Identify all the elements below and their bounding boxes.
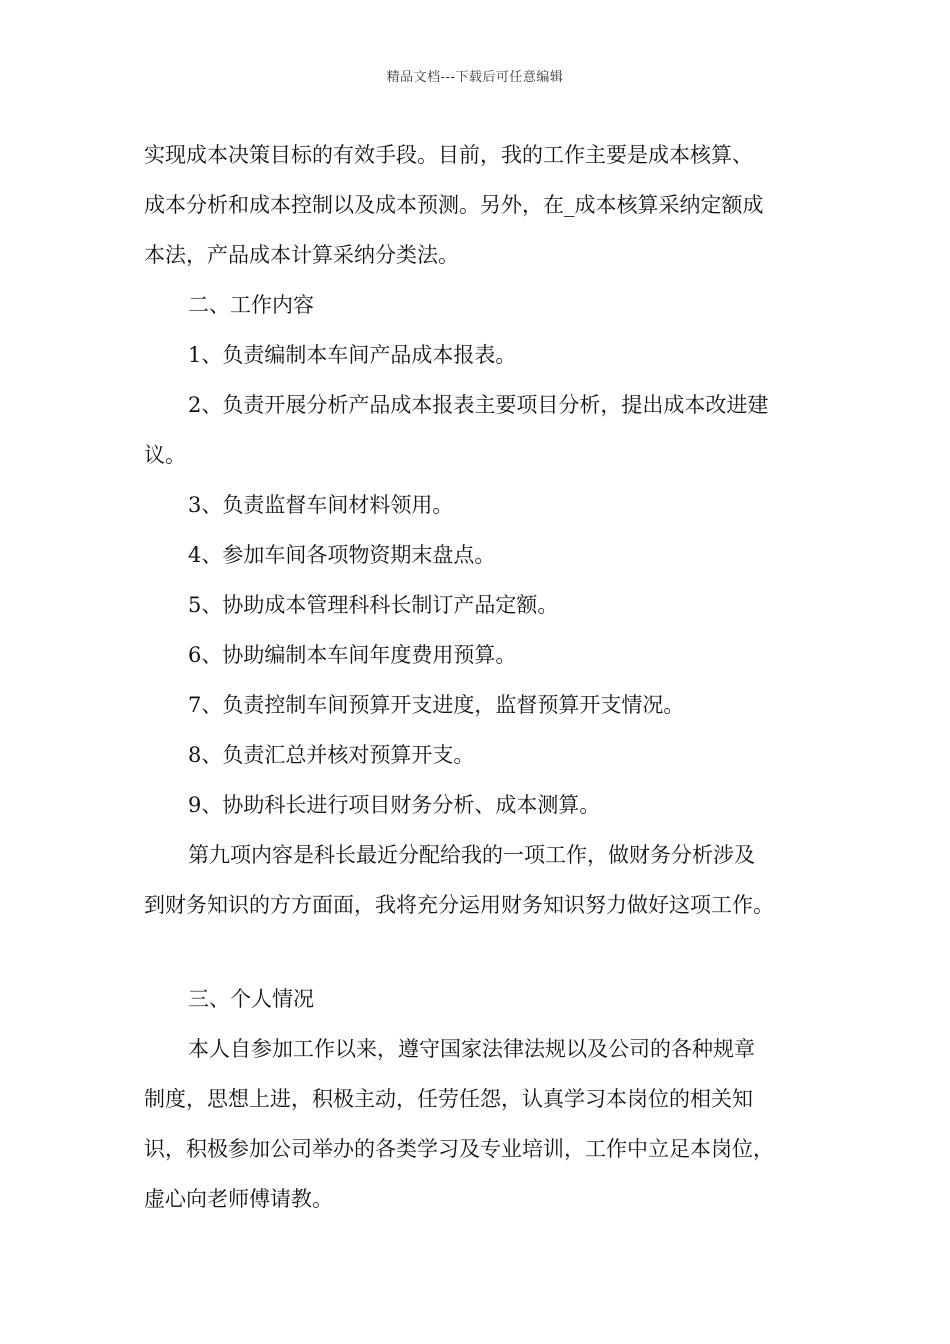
list-item: 3、负责监督车间材料领用。 (188, 493, 454, 517)
section-heading-work-content: 二、工作内容 (188, 293, 314, 317)
body-line: 本法，产品成本计算采纳分类法。 (144, 243, 459, 267)
page-header: 精品文档---下载后可任意编辑 (386, 70, 564, 85)
list-item: 9、协助科长进行项目财务分析、成本测算。 (188, 793, 601, 817)
document-body (144, 130, 814, 1224)
body-line: 实现成本决策目标的有效手段。目前，我的工作主要是成本核算、 (144, 143, 753, 167)
body-line: 成本分析和成本控制以及成本预测。另外，在_成本核算采纳定额成 (144, 193, 764, 217)
body-line: 第九项内容是科长最近分配给我的一项工作，做财务分析涉及 (188, 843, 755, 867)
section-heading-personal: 三、个人情况 (188, 987, 314, 1011)
body-line: 到财务知识的方方面面，我将充分运用财务知识努力做好这项工作。 (144, 893, 774, 917)
list-item: 4、参加车间各项物资期末盘点。 (188, 543, 496, 567)
body-line: 本人自参加工作以来，遵守国家法律法规以及公司的各种规章 (188, 1037, 755, 1061)
list-item: 1、负责编制本车间产品成本报表。 (188, 343, 517, 367)
body-line: 识，积极参加公司举办的各类学习及专业培训，工作中立足本岗位， (144, 1137, 774, 1161)
list-item-continuation: 议。 (144, 443, 186, 467)
body-line: 制度，思想上进，积极主动，任劳任怨，认真学习本岗位的相关知 (144, 1087, 753, 1111)
list-item: 2、负责开展分析产品成本报表主要项目分析，提出成本改进建 (188, 393, 769, 417)
list-item: 7、负责控制车间预算开支进度，监督预算开支情况。 (188, 693, 685, 717)
list-item: 8、负责汇总并核对预算开支。 (188, 743, 475, 767)
list-item: 5、协助成本管理科科长制订产品定额。 (188, 593, 559, 617)
paragraph-gap (144, 930, 814, 974)
body-line: 虚心向老师傅请教。 (144, 1187, 333, 1211)
list-item: 6、协助编制本车间年度费用预算。 (188, 643, 517, 667)
